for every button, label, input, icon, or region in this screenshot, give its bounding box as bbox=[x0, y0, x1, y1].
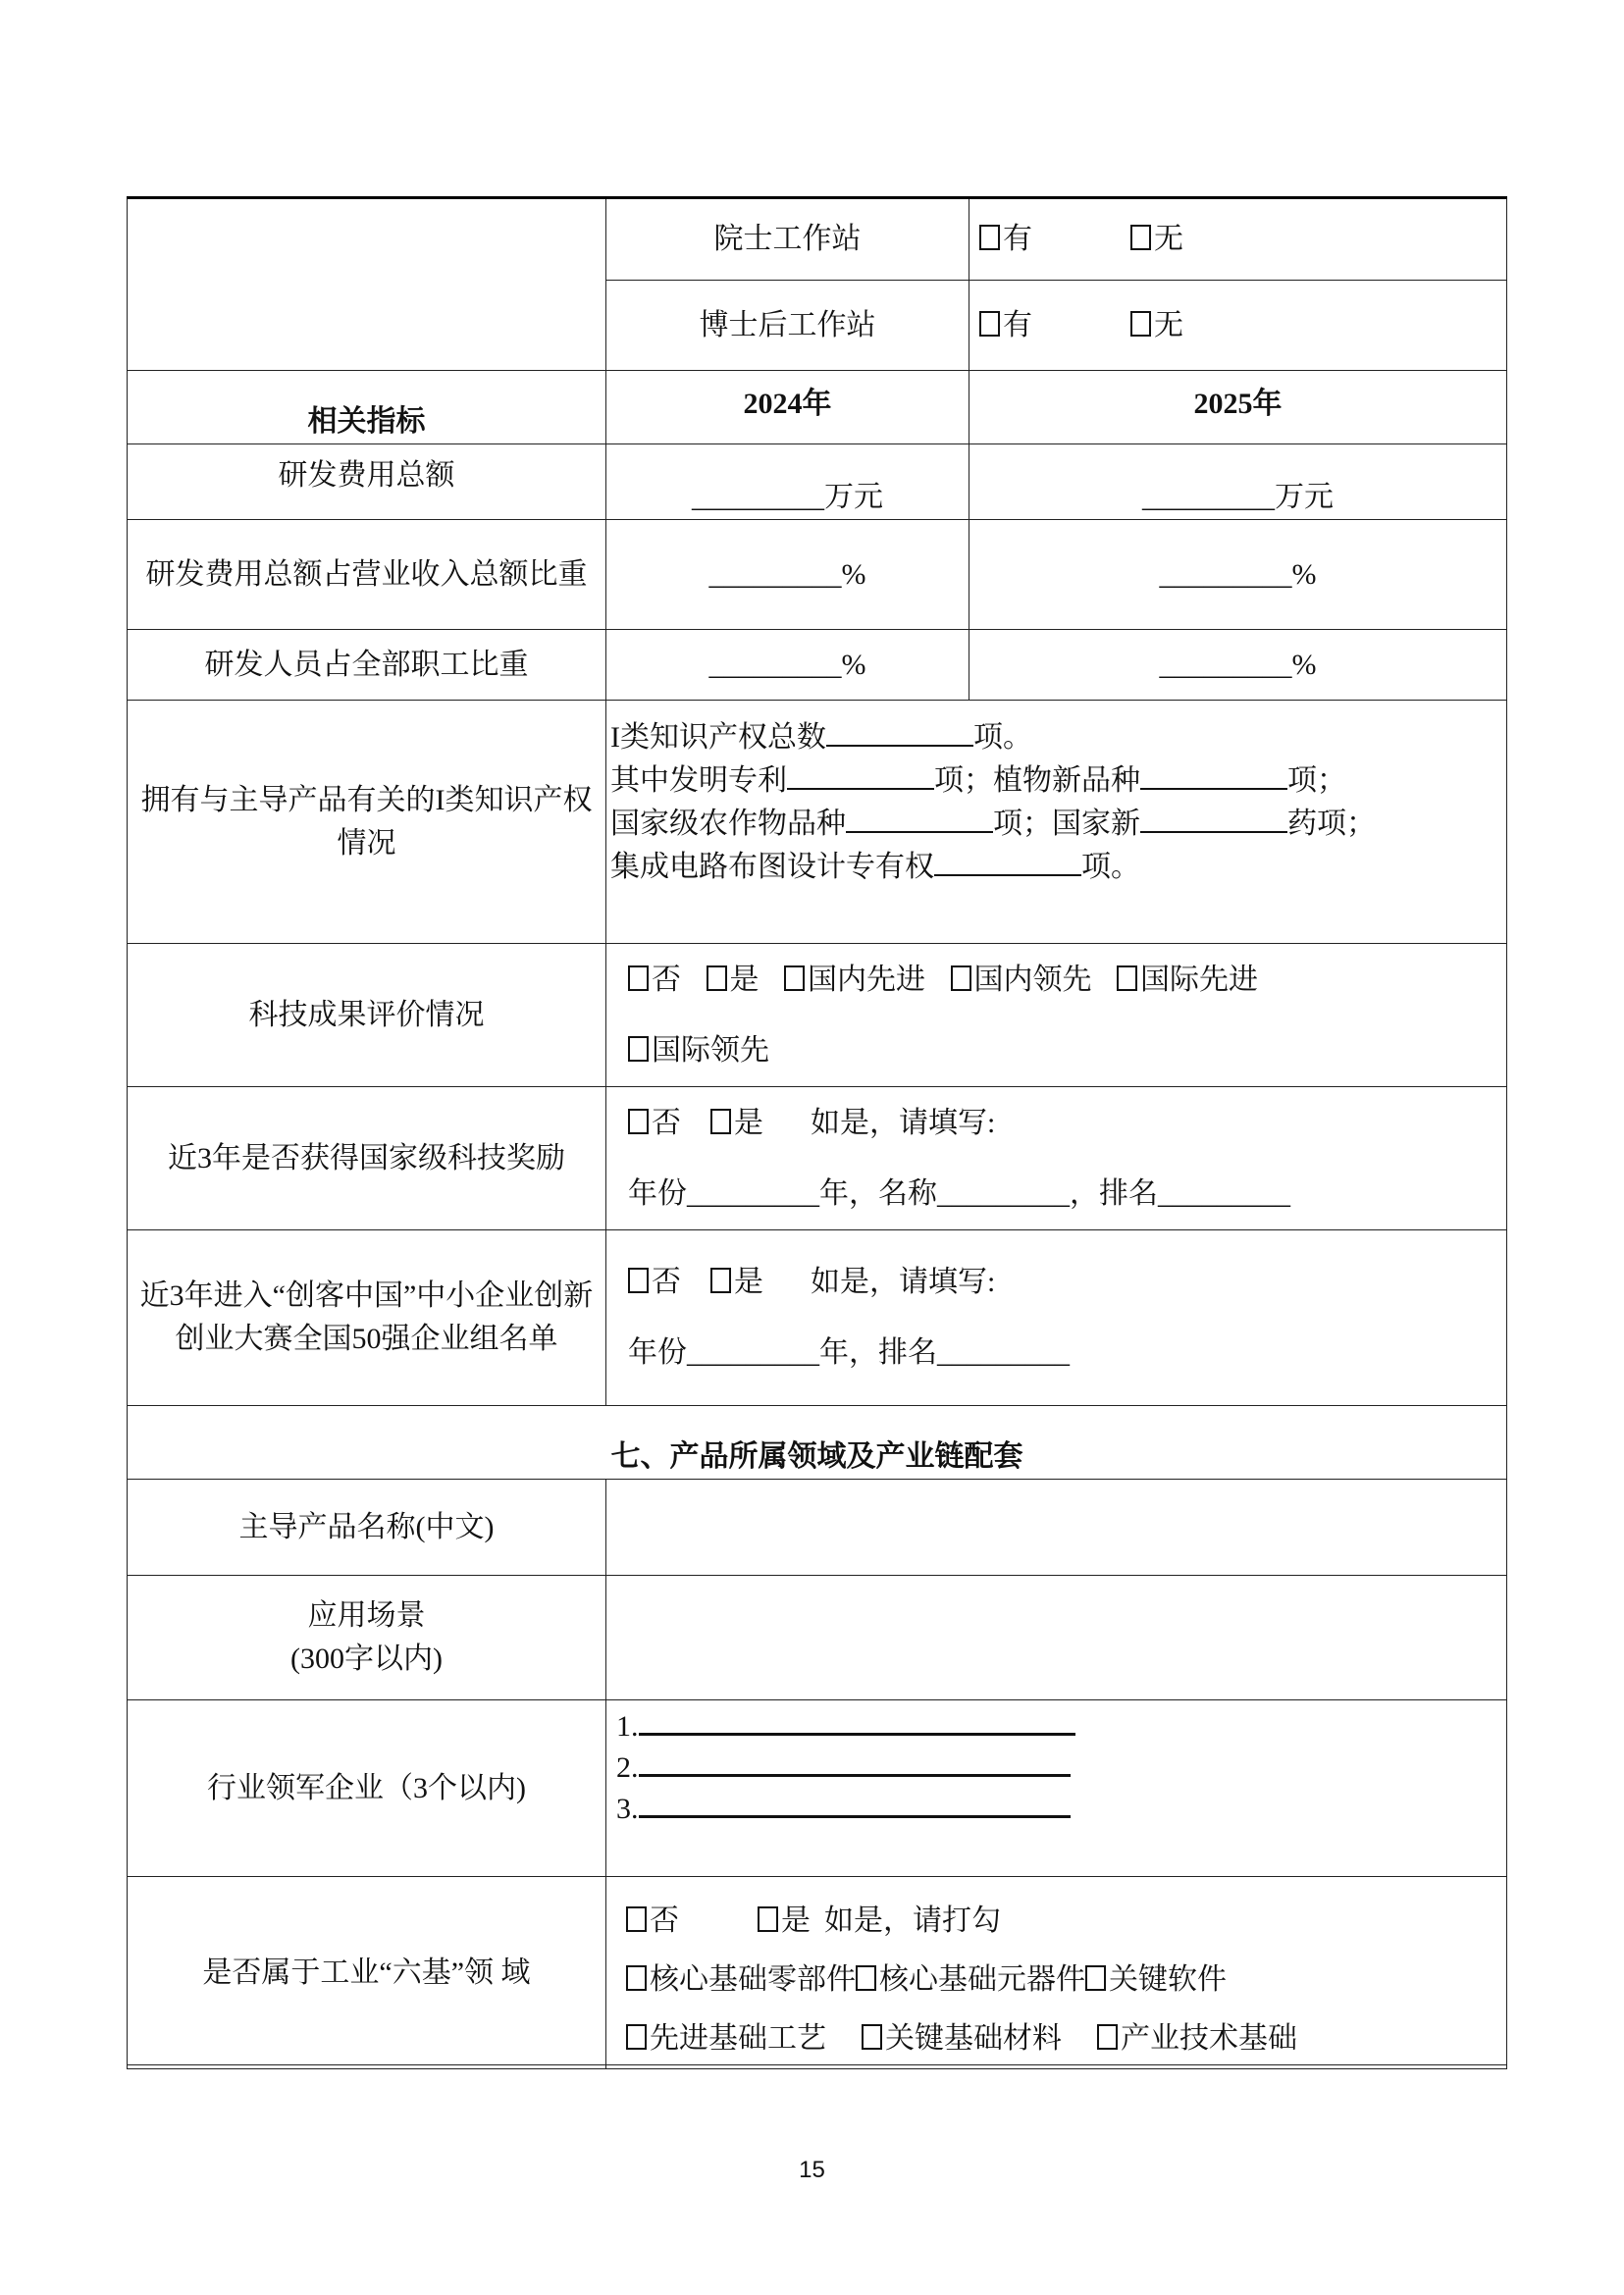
station-label: 博士后工作站 bbox=[606, 281, 969, 371]
page-number: 15 bbox=[799, 2157, 825, 2183]
leader-item: 1. bbox=[616, 1706, 1498, 1747]
ip-input[interactable] bbox=[1140, 762, 1287, 790]
six-base-options: 否 是 如是，请打勾 核心基础零部件 核心基础元器件 关键软件 先进基础工艺 关键基础材料 产业技术基础 bbox=[606, 1877, 1507, 2069]
metric-label: 研发费用总额占营业收入总额比重 bbox=[128, 520, 606, 630]
ip-line: 国家级农作物品种 项；国家新 药项； bbox=[610, 807, 1376, 840]
leader-input[interactable] bbox=[639, 1707, 1075, 1736]
checkbox[interactable] bbox=[1130, 225, 1151, 250]
metric-input[interactable]: _________% bbox=[606, 520, 969, 630]
checkbox[interactable] bbox=[856, 1965, 876, 1991]
header-year-2024: 2024年 bbox=[606, 371, 969, 444]
maker-fill[interactable]: 年份_________年，排名_________ bbox=[628, 1336, 1070, 1369]
checkbox[interactable] bbox=[626, 1965, 647, 1991]
metric-input[interactable]: _________万元 bbox=[969, 444, 1507, 520]
metric-input[interactable]: _________% bbox=[606, 630, 969, 701]
checkbox[interactable] bbox=[1117, 965, 1137, 991]
ip-label: 拥有与主导产品有关的I类知识产权情况 bbox=[128, 701, 606, 944]
checkbox[interactable] bbox=[979, 311, 1000, 337]
checkbox[interactable] bbox=[628, 1036, 649, 1062]
leader-item: 2. bbox=[616, 1747, 1498, 1789]
ip-details bbox=[606, 701, 1507, 944]
evaluation-label: 科技成果评价情况 bbox=[128, 944, 606, 1087]
ip-input[interactable] bbox=[846, 806, 993, 833]
station-label: 院士工作站 bbox=[606, 198, 969, 281]
leaders-list bbox=[606, 1700, 1507, 1877]
ip-input[interactable] bbox=[826, 719, 973, 747]
checkbox[interactable] bbox=[626, 1906, 647, 1932]
evaluation-options: 否 是 国内先进 国内领先 国际先进 国际领先 bbox=[606, 944, 1507, 1087]
ip-input[interactable] bbox=[787, 762, 934, 790]
station-options: 有 无 bbox=[969, 198, 1507, 281]
checkbox[interactable] bbox=[979, 225, 1000, 250]
ip-line: 集成电路布图设计专有权 项。 bbox=[610, 850, 1140, 883]
ip-line: I类知识产权总数 项。 bbox=[610, 720, 1032, 754]
metric-label: 研发费用总额 bbox=[128, 444, 606, 520]
leader-input[interactable] bbox=[639, 1790, 1071, 1818]
award-label: 近3年是否获得国家级科技奖励 bbox=[128, 1087, 606, 1230]
ip-line: 其中发明专利 项；植物新品种 项； bbox=[610, 763, 1346, 797]
product-name-input[interactable] bbox=[606, 1480, 1507, 1576]
metric-input[interactable]: _________% bbox=[969, 520, 1507, 630]
product-name-label: 主导产品名称(中文) bbox=[128, 1480, 606, 1576]
header-label: 相关指标 bbox=[128, 371, 606, 444]
station-options: 有 无 bbox=[969, 281, 1507, 371]
checkbox[interactable] bbox=[1130, 311, 1151, 337]
checkbox[interactable] bbox=[758, 1906, 778, 1932]
table-bottom-rule bbox=[127, 2064, 1506, 2065]
maker-label: 近3年进入“创客中国”中小企业创新创业大赛全国50强企业组名单 bbox=[128, 1230, 606, 1406]
checkbox[interactable] bbox=[626, 2024, 647, 2050]
checkbox[interactable] bbox=[784, 965, 805, 991]
checkbox[interactable] bbox=[1085, 1965, 1106, 1991]
checkbox[interactable] bbox=[710, 1268, 731, 1293]
metric-label: 研发人员占全部职工比重 bbox=[128, 630, 606, 701]
award-options: 否 是 如是，请填写: 年份_________年，名称_________，排名_________ bbox=[606, 1087, 1507, 1230]
leader-item: 3. bbox=[616, 1789, 1498, 1830]
checkbox[interactable] bbox=[707, 965, 727, 991]
leader-input[interactable] bbox=[639, 1748, 1071, 1777]
checkbox[interactable] bbox=[710, 1109, 731, 1134]
checkbox[interactable] bbox=[951, 965, 971, 991]
empty-cell bbox=[128, 198, 606, 371]
checkbox[interactable] bbox=[862, 2024, 882, 2050]
maker-options: 否 是 如是，请填写: 年份_________年，排名_________ bbox=[606, 1230, 1507, 1406]
checkbox[interactable] bbox=[628, 1109, 649, 1134]
checkbox[interactable] bbox=[1097, 2024, 1118, 2050]
checkbox[interactable] bbox=[628, 965, 649, 991]
leaders-label: 行业领军企业（3个以内) bbox=[128, 1700, 606, 1877]
award-fill[interactable]: 年份_________年，名称_________，排名_________ bbox=[628, 1176, 1290, 1210]
six-base-label: 是否属于工业“六基”领 域 bbox=[128, 1877, 606, 2069]
scenario-input[interactable] bbox=[606, 1576, 1507, 1700]
scenario-label: 应用场景 (300字以内) bbox=[128, 1576, 606, 1700]
section-title: 七、产品所属领域及产业链配套 bbox=[128, 1406, 1507, 1480]
header-year-2025: 2025年 bbox=[969, 371, 1507, 444]
metric-input[interactable]: _________% bbox=[969, 630, 1507, 701]
ip-input[interactable] bbox=[1140, 806, 1287, 833]
metric-input[interactable]: _________万元 bbox=[606, 444, 969, 520]
ip-input[interactable] bbox=[934, 849, 1081, 876]
application-form-table bbox=[127, 196, 1507, 2069]
checkbox[interactable] bbox=[628, 1268, 649, 1293]
